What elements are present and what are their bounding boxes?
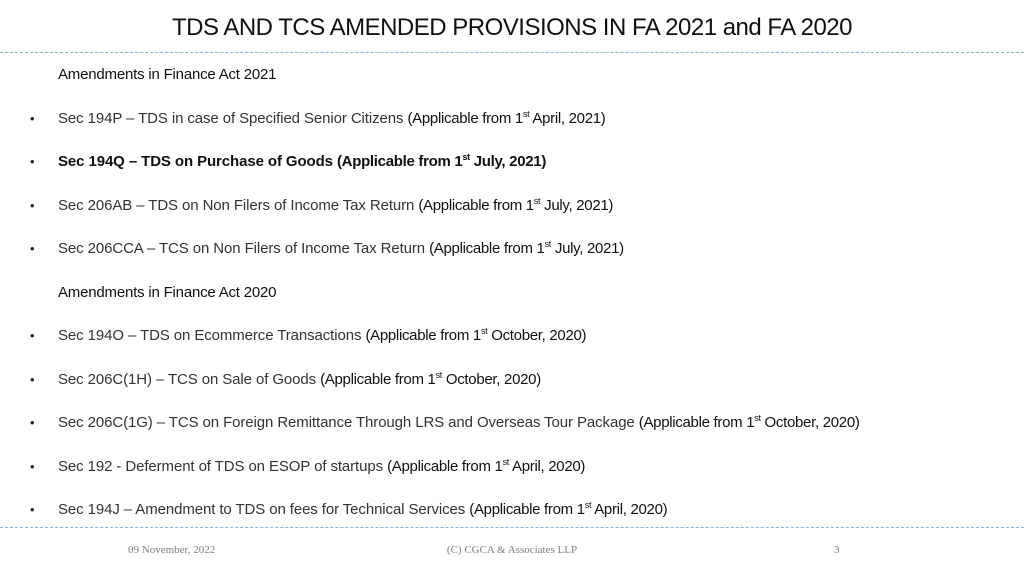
applicability: (Applicable from 1st April, 2020) bbox=[469, 500, 668, 518]
bullet-icon: • bbox=[30, 502, 35, 517]
item-text: Sec 194J – Amendment to TDS on fees for Technical Services bbox=[58, 501, 470, 518]
footer-copyright: (C) CGCA & Associates LLP bbox=[446, 544, 578, 556]
applicability: (Applicable from 1st April, 2020) bbox=[387, 457, 586, 475]
item-text: Sec 206C(1H) – TCS on Sale of Goods bbox=[58, 371, 321, 388]
applicability: (Applicable from 1st July, 2021) bbox=[429, 239, 624, 257]
section-heading-fa2020: Amendments in Finance Act 2020 bbox=[58, 284, 277, 301]
bullet-icon: • bbox=[30, 241, 35, 256]
bullet-icon: • bbox=[30, 198, 35, 213]
bullet-icon: • bbox=[30, 328, 35, 343]
applicability: (Applicable from 1st October, 2020) bbox=[365, 326, 587, 344]
list-item-192 bbox=[30, 458, 585, 475]
applicability: (Applicable from 1st July, 2021) bbox=[418, 196, 614, 214]
top-divider bbox=[0, 52, 1024, 53]
item-text: Sec 206C(1G) – TCS on Foreign Remittance Through LRS and Overseas Tour Package bbox=[58, 414, 639, 431]
list-item-206ab bbox=[30, 197, 613, 214]
item-text: Sec 206AB – TDS on Non Filers of Income Tax Return bbox=[58, 197, 419, 214]
item-text: Sec 194P – TDS in case of Specified Senior Citizens bbox=[58, 110, 408, 127]
applicability: (Applicable from 1st April, 2021) bbox=[407, 109, 606, 127]
bottom-divider bbox=[0, 527, 1024, 528]
list-item-194p bbox=[30, 110, 606, 127]
bullet-icon: • bbox=[30, 415, 35, 430]
slide-title: TDS AND TCS AMENDED PROVISIONS IN FA 2021 and FA 2020 bbox=[171, 14, 852, 41]
bullet-icon: • bbox=[30, 154, 35, 169]
item-text: Sec 194O – TDS on Ecommerce Transactions bbox=[58, 327, 366, 344]
bullet-icon: • bbox=[30, 111, 35, 126]
item-text: Sec 206CCA – TCS on Non Filers of Income Tax Return bbox=[58, 240, 430, 257]
bullet-icon: • bbox=[30, 459, 35, 474]
list-item-194q bbox=[30, 153, 546, 170]
section-heading-fa2021: Amendments in Finance Act 2021 bbox=[58, 66, 277, 83]
footer-date: 09 November, 2022 bbox=[128, 544, 216, 556]
item-text: Sec 192 - Deferment of TDS on ESOP of startups bbox=[58, 458, 388, 475]
page-number: 3 bbox=[834, 544, 840, 556]
applicability: (Applicable from 1st October, 2020) bbox=[638, 413, 860, 431]
applicability: (Applicable from 1st October, 2020) bbox=[320, 370, 541, 388]
list-item-194o bbox=[30, 327, 586, 344]
bullet-icon: • bbox=[30, 372, 35, 387]
applicability: (Applicable from 1st July, 2021) bbox=[336, 152, 547, 170]
list-item-206c-1g bbox=[30, 414, 860, 431]
list-item-206cca bbox=[30, 240, 624, 257]
item-text: Sec 194Q – TDS on Purchase of Goods bbox=[58, 153, 337, 170]
list-item-194j bbox=[30, 501, 667, 518]
list-item-206c-1h bbox=[30, 371, 541, 388]
